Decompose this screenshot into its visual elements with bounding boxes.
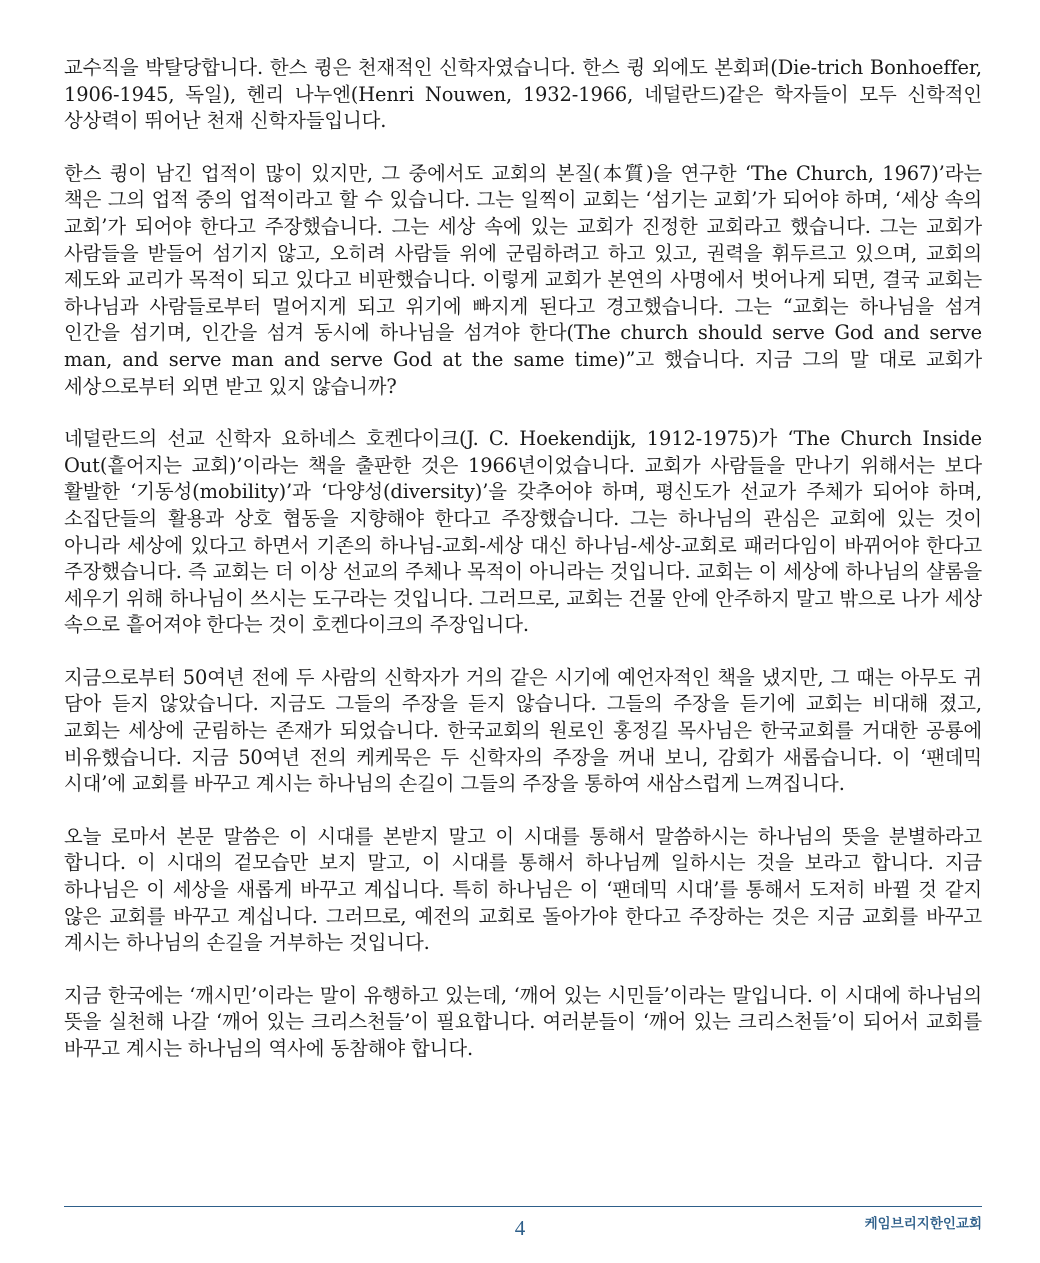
paragraph-5: 오늘 로마서 본문 말씀은 이 시대를 본받지 말고 이 시대를 통해서 말씀하시는 하나님의 뜻을 분별하라고 합니다. 이 시대의 겉모습만 보지 말고, 이 시대를 통해서 하나님께 일하시는 것을 보라고 합니다. 지금 하나님은 이 세상을 새롭게 바꾸고 계십니다. 특히 하나님은 이 ‘팬데믹 시대’를 통해서 도저히 바뀔 것 같지 않은 교회를 바꾸고 계십니다. 그러므로, 예전의 교회로 돌아가야 한다고 주장하는 것은 지금 교회를 바꾸고 계시는 하나님의 손길을 거부하는 것입니다. bbox=[64, 824, 982, 955]
page-number: 4 bbox=[514, 1216, 526, 1240]
paragraph-4: 지금으로부터 50여년 전에 두 사람의 신학자가 거의 같은 시기에 예언자적인 책을 냈지만, 그 때는 아무도 귀 담아 듣지 않았습니다. 지금도 그들의 주장을 듣지 않습니다. 그들의 주장을 듣기에 교회는 비대해 졌고, 교회는 세상에 군림하는 존재가 되었습니다. 한국교회의 원로인 홍정길 목사님은 한국교회를 거대한 공룡에 비유했습니다. 지금 50여년 전의 케케묵은 두 신학자의 주장을 꺼내 보니, 감회가 새롭습니다. 이 ‘팬데믹 시대’에 교회를 바꾸고 계시는 하나님의 손길이 그들의 주장을 통하여 새삼스럽게 느껴집니다. bbox=[64, 665, 982, 796]
church-name: 케임브리지한인교회 bbox=[864, 1216, 982, 1232]
paragraph-2: 한스 큉이 남긴 업적이 많이 있지만, 그 중에서도 교회의 본질(本質)을 연구한 ‘The Church, 1967)’라는 책은 그의 업적 중의 업적이라고 할 수 있습니다. 그는 일찍이 교회는 ‘섬기는 교회’가 되어야 하며, ‘세상 속의 교회’가 되어야 한다고 주장했습니다. 그는 세상 속에 있는 교회가 진정한 교회라고 했습니다. 그는 교회가 사람들을 받들어 섬기지 않고, 오히려 사람들 위에 군림하려고 하고 있고, 권력을 휘두르고 있으며, 교회의 제도와 교리가 목적이 되고 있다고 비판했습니다. 이렇게 교회가 본연의 사명에서 벗어나게 되면, 결국 교회는 하나님과 사람들로부터 멀어지게 되고 위기에 빠지게 된다고 경고했습니다. 그는 “교회는 하나님을 섬겨 인간을 섬기며, 인간을 섬겨 동시에 하나님을 섬겨야 한다(The church should serve God and serve man, and serve man and serve God at the same time)”고 했습니다. 지금 그의 말 대로 교회가 세상으로부터 외면 받고 있지 않습니까? bbox=[64, 161, 982, 398]
page-body bbox=[64, 55, 982, 1063]
footer-divider bbox=[64, 1206, 982, 1207]
paragraph-3: 네덜란드의 선교 신학자 요하네스 호켄다이크(J. C. Hoekendijk, 1912-1975)가 ‘The Church Inside Out(흩어지는 교회)’이라는 책을 출판한 것은 1966년이었습니다. 교회가 사람들을 만나기 위해서는 보다 활발한 ‘기동성(mobility)’과 ‘다양성(diversity)’을 갖추어야 하며, 평신도가 선교가 주체가 되어야 하며, 소집단들의 활용과 상호 협동을 지향해야 한다고 주장했습니다. 그는 하나님의 관심은 교회에 있는 것이 아니라 세상에 있다고 하면서 기존의 하나님-교회-세상 대신 하나님-세상-교회로 패러다임이 바뀌어야 한다고 주장했습니다. 즉 교회는 더 이상 선교의 주체나 목적이 아니라는 것입니다. 교회는 이 세상에 하나님의 샬롬을 세우기 위해 하나님이 쓰시는 도구라는 것입니다. 그러므로, 교회는 건물 안에 안주하지 말고 밖으로 나가 세상 속으로 흩어져야 한다는 것이 호켄다이크의 주장입니다. bbox=[64, 427, 983, 637]
paragraph-6: 지금 한국에는 ‘깨시민’이라는 말이 유행하고 있는데, ‘깨어 있는 시민들’이라는 말입니다. 이 시대에 하나님의 뜻을 실천해 나갈 ‘깨어 있는 크리스천들’이 필요합니다. 여러분들이 ‘깨어 있는 크리스천들’이 되어서 교회를 바꾸고 계시는 하나님의 역사에 동참해야 합니다. bbox=[64, 983, 982, 1060]
paragraph-1: 교수직을 박탈당합니다. 한스 큉은 천재적인 신학자였습니다. 한스 큉 외에도 본회퍼(Die-trich Bonhoeffer, 1906-1945, 독일), 헨리 나누엔(Henri Nouwen, 1932-1966, 네덜란드)같은 학자들이 모두 신학적인 상상력이 뛰어난 천재 신학자들입니다. bbox=[64, 56, 982, 133]
